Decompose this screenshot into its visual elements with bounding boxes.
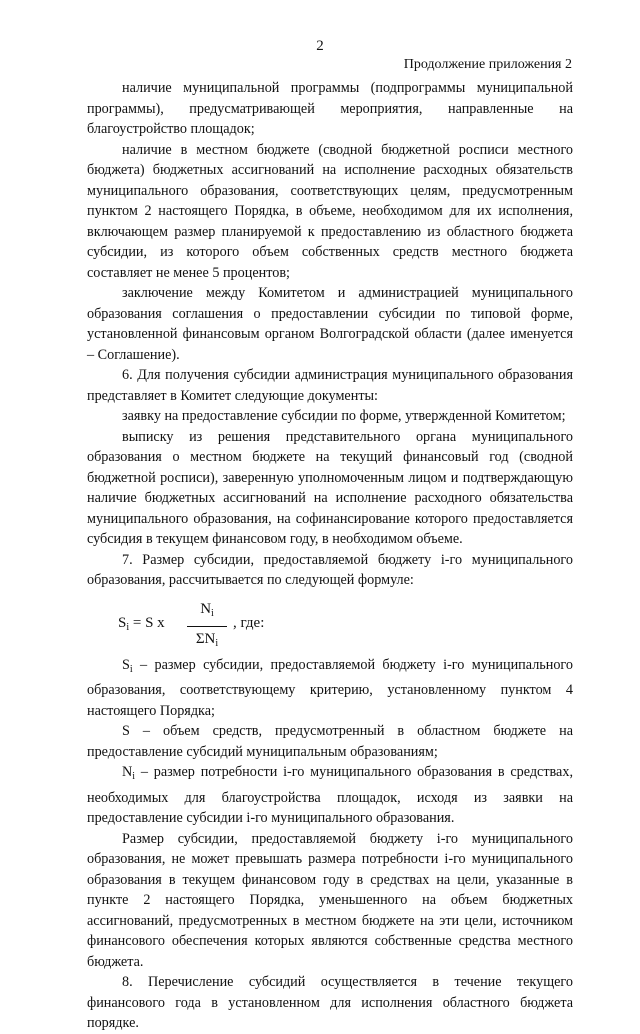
- formula-fraction: [187, 599, 227, 654]
- formula-denominator: [187, 627, 227, 654]
- formula-lhs-symbol: S: [118, 614, 127, 631]
- formula-lhs-subscript: i: [126, 621, 130, 633]
- numerator-subscript: i: [211, 607, 214, 619]
- definition-text: – размер потребности i-го муниципального образования в средствах, необходимых для благоустройства площадок, исходя из заявки на предоставление субсидии i-го муниципального образования.: [87, 764, 573, 826]
- paragraph: 8. Перечисление субсидий осуществляется в течение текущего финансового года в установленном для исполнения областного бюджета порядке.: [87, 974, 573, 1031]
- definition-text: – объем средств, предусмотренный в областном бюджете на предоставление субсидий муниципальным образованиям;: [87, 723, 573, 760]
- formula-tail: , где:: [233, 614, 265, 631]
- paragraph: 7. Размер субсидии, предоставляемой бюджету i-го муниципального образования, рассчитывается по следующей формуле:: [87, 551, 573, 588]
- denominator-subscript: i: [215, 637, 219, 649]
- formula-operator: = S x: [129, 614, 165, 631]
- definition-subscript: i: [132, 771, 136, 782]
- formula-numerator: [187, 599, 227, 627]
- definition-symbol: S: [122, 723, 130, 739]
- definition: [87, 655, 573, 722]
- paragraph: наличие в местном бюджете (сводной бюджетной росписи местного бюджета) бюджетных ассигнований на исполнение расходных обязательств муниципального образования, соответствующих целям, предусмотренным пунктом 2 настоящего Порядка, в объеме, необходимом для их исполнения, включающем размер планируемой к предоставлению из областного бюджета субсидии, из которого объем собственных средств местного бюджета составляет не менее 5 процентов;: [87, 141, 573, 281]
- paragraph: 6. Для получения субсидии администрация муниципального образования представляет в Комитет следующие документы:: [87, 367, 573, 404]
- document-body: [87, 78, 573, 1034]
- definition-text: – размер субсидии, предоставляемой бюджету i-го муниципального образования, соответствующему критерию, установленному пунктом 4 настоящего Порядка;: [87, 656, 573, 719]
- paragraph: выписку из решения представительного органа муниципального образования о местном бюджете на текущий финансовый год (сводной бюджетной росписи), заверенную уполномоченным лицом и подтверждающую наличие бюджетных ассигнований на исполнение расходного обязательства муниципального образования, на софинансирование которого предоставляется субсидия в текущем финансовом году, в необходимом объеме.: [87, 428, 573, 547]
- paragraph: заключение между Комитетом и администрацией муниципального образования соглашения о предоставлении субсидии по типовой форме, установленной финансовым органом Волгоградской области (далее именуется – Соглашение).: [87, 285, 573, 363]
- numerator-symbol: N: [200, 600, 212, 617]
- subsidy-formula: [87, 599, 573, 647]
- definition: [87, 762, 573, 829]
- continuation-note: Продолжение приложения 2: [403, 57, 572, 72]
- definition-subscript: i: [129, 663, 133, 675]
- paragraph: заявку на предоставление субсидии по форме, утвержденной Комитетом;: [122, 408, 566, 424]
- definition-symbol: N: [122, 764, 133, 780]
- paragraph: Размер субсидии, предоставляемой бюджету i-го муниципального образования, не может превышать размера потребности i-го муниципального образования в текущем финансовом году в средствах на цели, указанные в пункте 2 настоящего Порядка, уменьшенного на объем бюджетных ассигнований, предусмотренных в местном бюджете на эти цели, источником финансового обеспечения которых являются собственные средства местного бюджета.: [87, 830, 573, 970]
- formula-lhs: [118, 613, 165, 639]
- definition: [87, 721, 573, 762]
- denominator-symbol: ΣN: [195, 630, 216, 647]
- definition-symbol: S: [122, 656, 130, 673]
- page-number: 2: [316, 38, 324, 54]
- paragraph: наличие муниципальной программы (подпрограммы муниципальной программы), предусматривающей мероприятия, направленные на благоустройство площадок;: [87, 80, 573, 137]
